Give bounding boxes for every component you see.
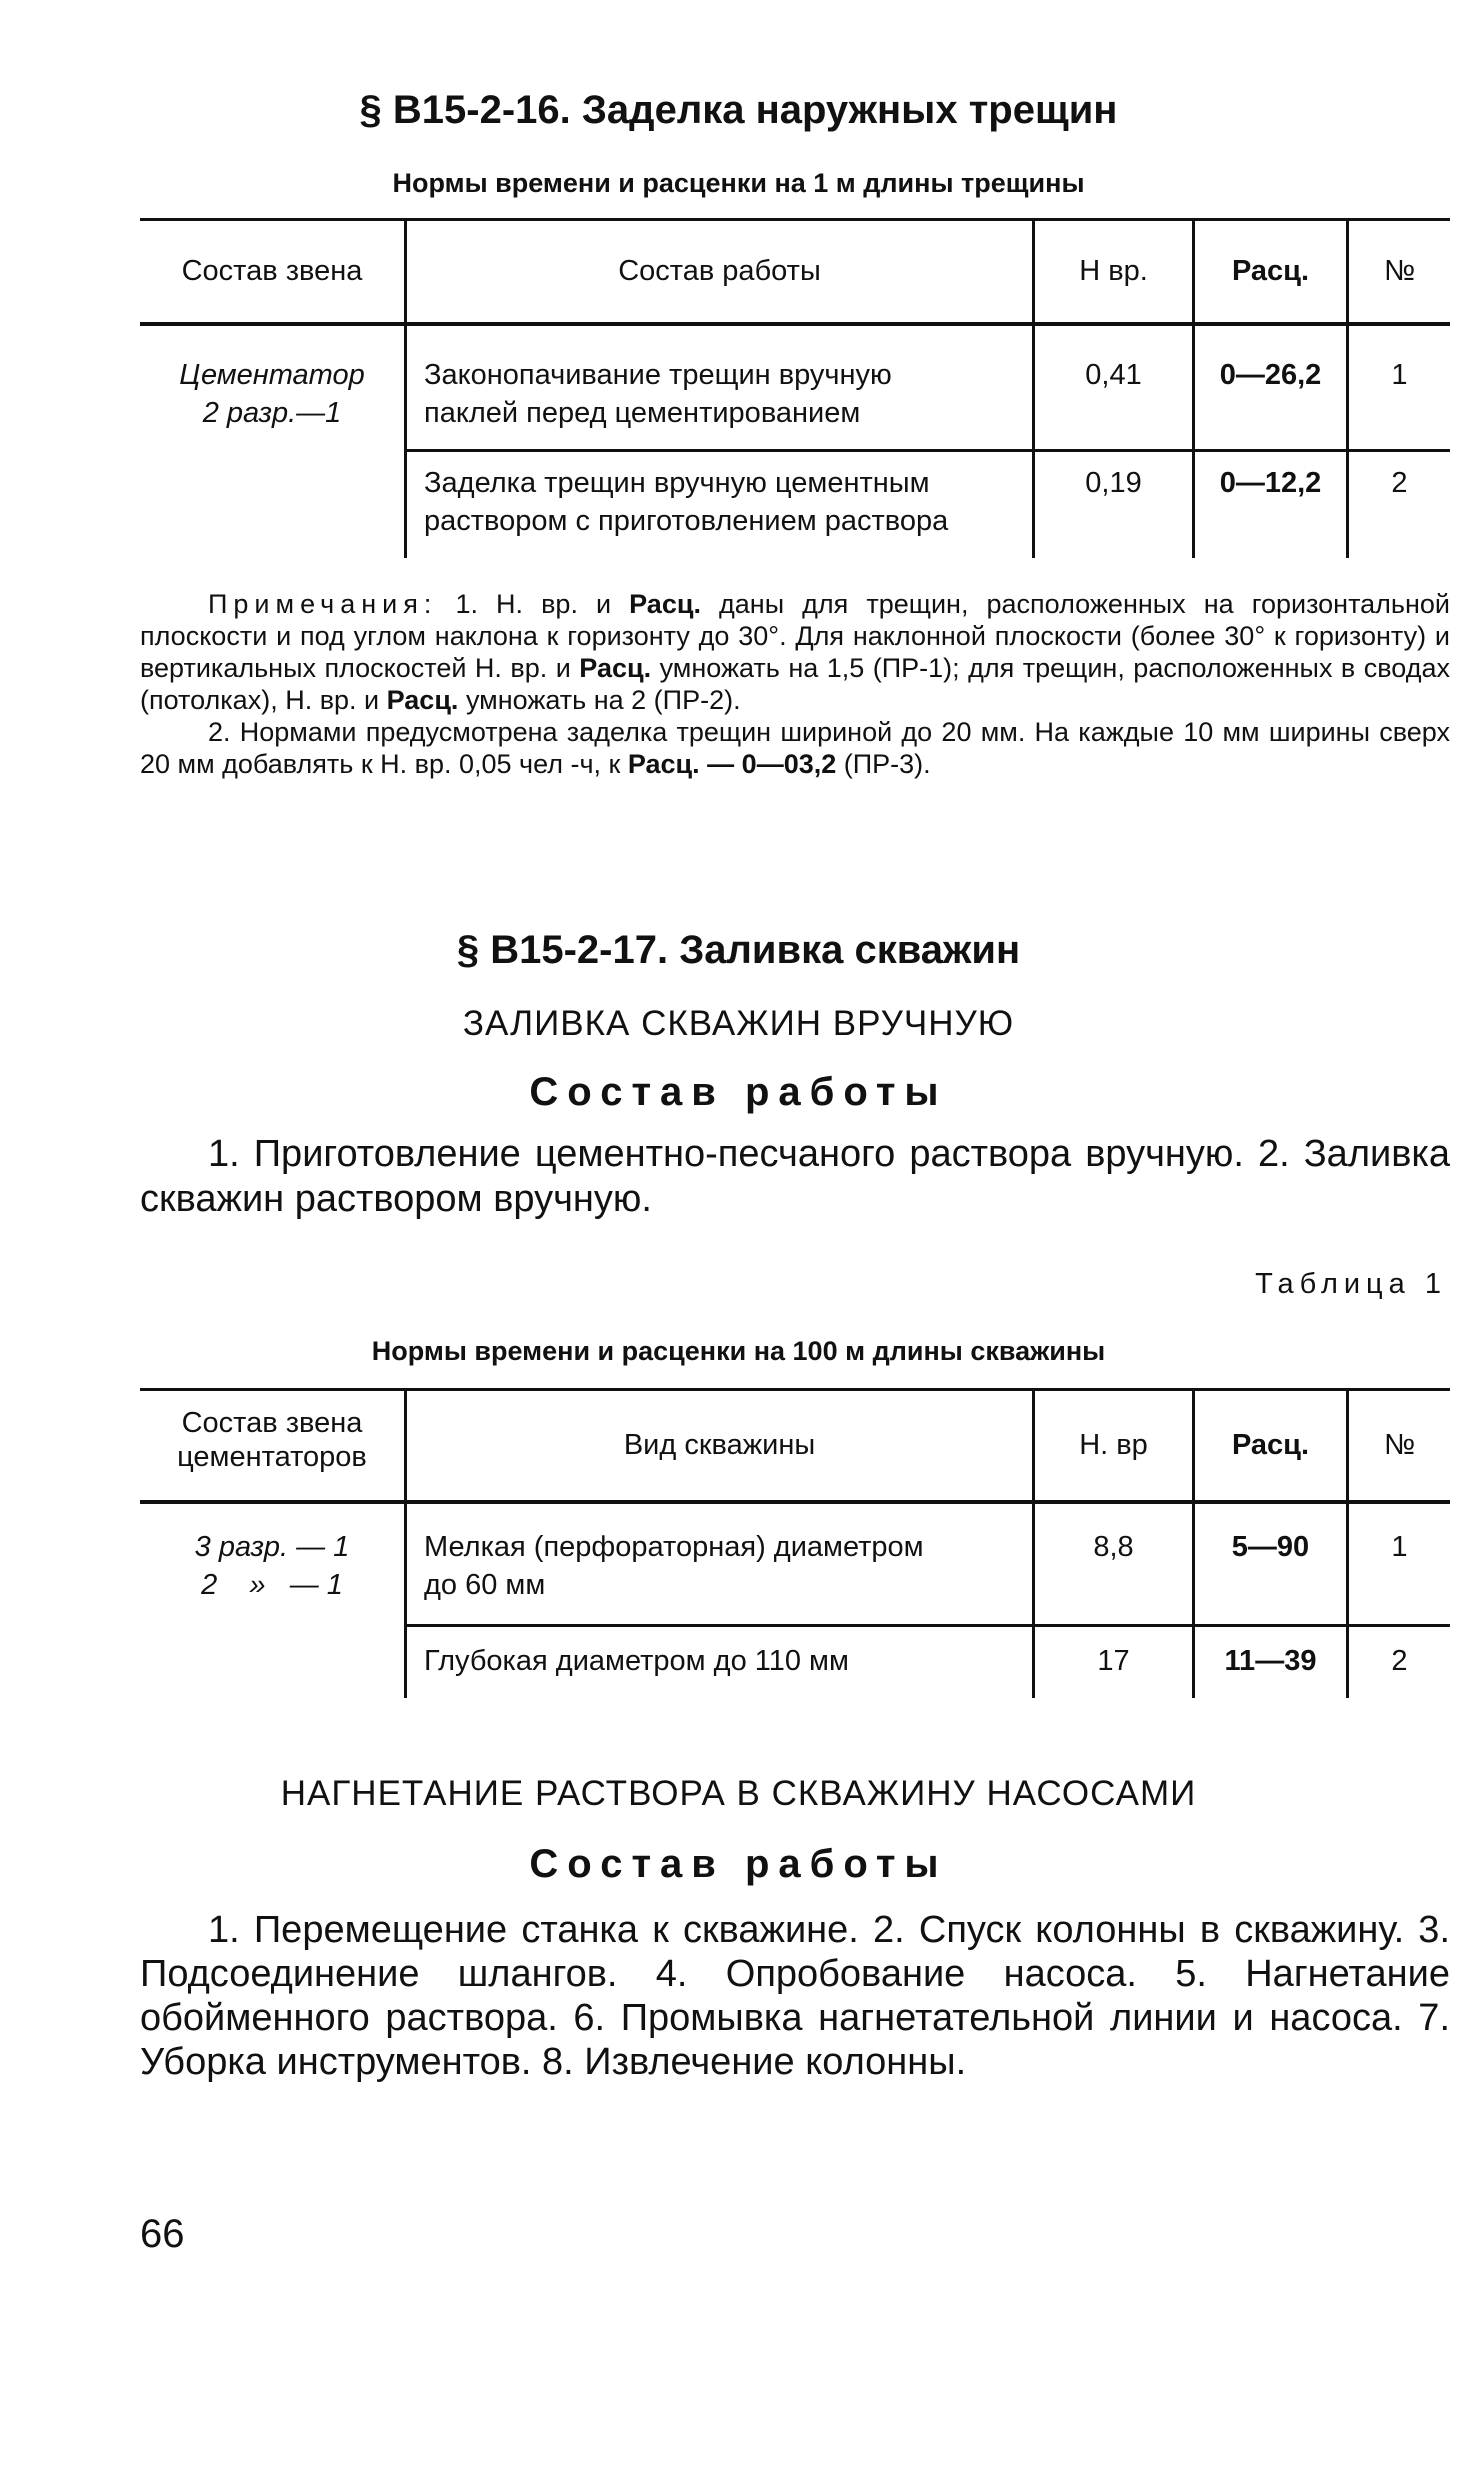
crew-line: Цементатор: [179, 359, 365, 391]
rasc-value: 11—39: [1224, 1645, 1317, 1677]
work-description: Заделка трещин вручную цементным раствором с приготовлением раствора: [424, 467, 949, 537]
work-composition-text: 1. Приготовление цементно-песчаного раствора вручную. 2. Заливка скважин раствором вручную.: [140, 1133, 1450, 1220]
header-hvr: Н вр.: [1079, 255, 1148, 287]
row-number: 1: [1391, 1531, 1408, 1563]
subsection-title: ЗАЛИВКА СКВАЖИН ВРУЧНУЮ: [462, 1004, 1015, 1043]
hvr-value: 0,41: [1085, 359, 1142, 391]
table-rule: [140, 322, 1450, 326]
well-kind: Глубокая диаметром до 110 мм: [424, 1645, 849, 1677]
work-composition-heading: Состав работы: [529, 1070, 948, 1114]
header-num: №: [1383, 255, 1416, 287]
norms-table-cracks: [140, 218, 1450, 558]
header-crew: Состав звена цементаторов: [177, 1407, 367, 1473]
hvr-value: 17: [1097, 1645, 1130, 1677]
table-rule: [404, 449, 1450, 452]
table-rule: [140, 218, 1450, 221]
subsection-title: НАГНЕТАНИЕ РАСТВОРА В СКВАЖИНУ НАСОСАМИ: [280, 1774, 1197, 1813]
table-label: Таблица 1: [1255, 1268, 1447, 1300]
work-description: Законопачивание трещин вручную паклей перед цементированием: [424, 359, 892, 429]
header-rasc: Расц.: [1231, 1429, 1310, 1461]
header-crew: Состав звена: [181, 255, 363, 287]
header-rasc: Расц.: [1231, 255, 1310, 287]
crew-line: 2 » — 1: [201, 1569, 343, 1601]
header-work: Состав работы: [618, 255, 821, 287]
table-caption: Нормы времени и расценки на 1 м длины трещины: [392, 168, 1085, 198]
table-caption: Нормы времени и расценки на 100 м длины скважины: [371, 1336, 1106, 1366]
rasc-value: 0—26,2: [1219, 359, 1322, 391]
work-composition-text: 1. Перемещение станка к скважине. 2. Спуск колонны в скважину. 3. Подсоединение шлангов. 4. Опробование насоса. 5. Нагнетание обойменного раствора. 6. Промывка нагнетательной линии и насоса. 7. Уборка инструментов. 8. Извлечение колонны.: [140, 1909, 1450, 2083]
row-number: 1: [1391, 359, 1408, 391]
header-num: №: [1383, 1429, 1416, 1461]
crew-line: 2 разр.—1: [202, 397, 342, 429]
hvr-value: 8,8: [1093, 1531, 1134, 1563]
rasc-value: 5—90: [1231, 1531, 1310, 1563]
norms-table-wells: [140, 1388, 1450, 1698]
notes: [140, 588, 1450, 780]
note-2: 2. Нормами предусмотрена заделка трещин шириной до 20 мм. На каждые 10 мм ширины сверх 20 мм добавлять к Н. вр. 0,05 чел -ч, к Расц. — 0—03,2 (ПР-3).: [140, 717, 1450, 779]
well-kind: Мелкая (перфораторная) диаметром до 60 мм: [424, 1531, 924, 1601]
table-rule: [404, 1624, 1450, 1627]
page-number: 66: [140, 2212, 185, 2256]
work-composition-heading: Состав работы: [529, 1842, 948, 1886]
rasc-value: 0—12,2: [1219, 467, 1322, 499]
header-kind: Вид скважины: [623, 1429, 816, 1461]
table-rule: [140, 1388, 1450, 1391]
row-number: 2: [1391, 467, 1408, 499]
note-1: Примечания: 1. Н. вр. и Расц. даны для трещин, расположенных на горизонтальной плоскости и под углом наклона к горизонту до 30°. Для наклонной плоскости (более 30° к горизонту) и вертикальных плоскостей Н. вр. и Расц. умножать на 1,5 (ПР-1); для трещин, расположенных в сводах (потолках), Н. вр. и Расц. умножать на 2 (ПР-2).: [140, 589, 1450, 715]
hvr-value: 0,19: [1085, 467, 1142, 499]
row-number: 2: [1391, 1645, 1408, 1677]
section-title: § В15-2-16. Заделка наружных трещин: [359, 88, 1118, 132]
crew-line: 3 разр. — 1: [194, 1531, 350, 1563]
table-rule: [140, 1500, 1450, 1504]
section-title: § В15-2-17. Заливка скважин: [456, 928, 1021, 972]
header-hvr: Н. вр: [1079, 1429, 1148, 1461]
